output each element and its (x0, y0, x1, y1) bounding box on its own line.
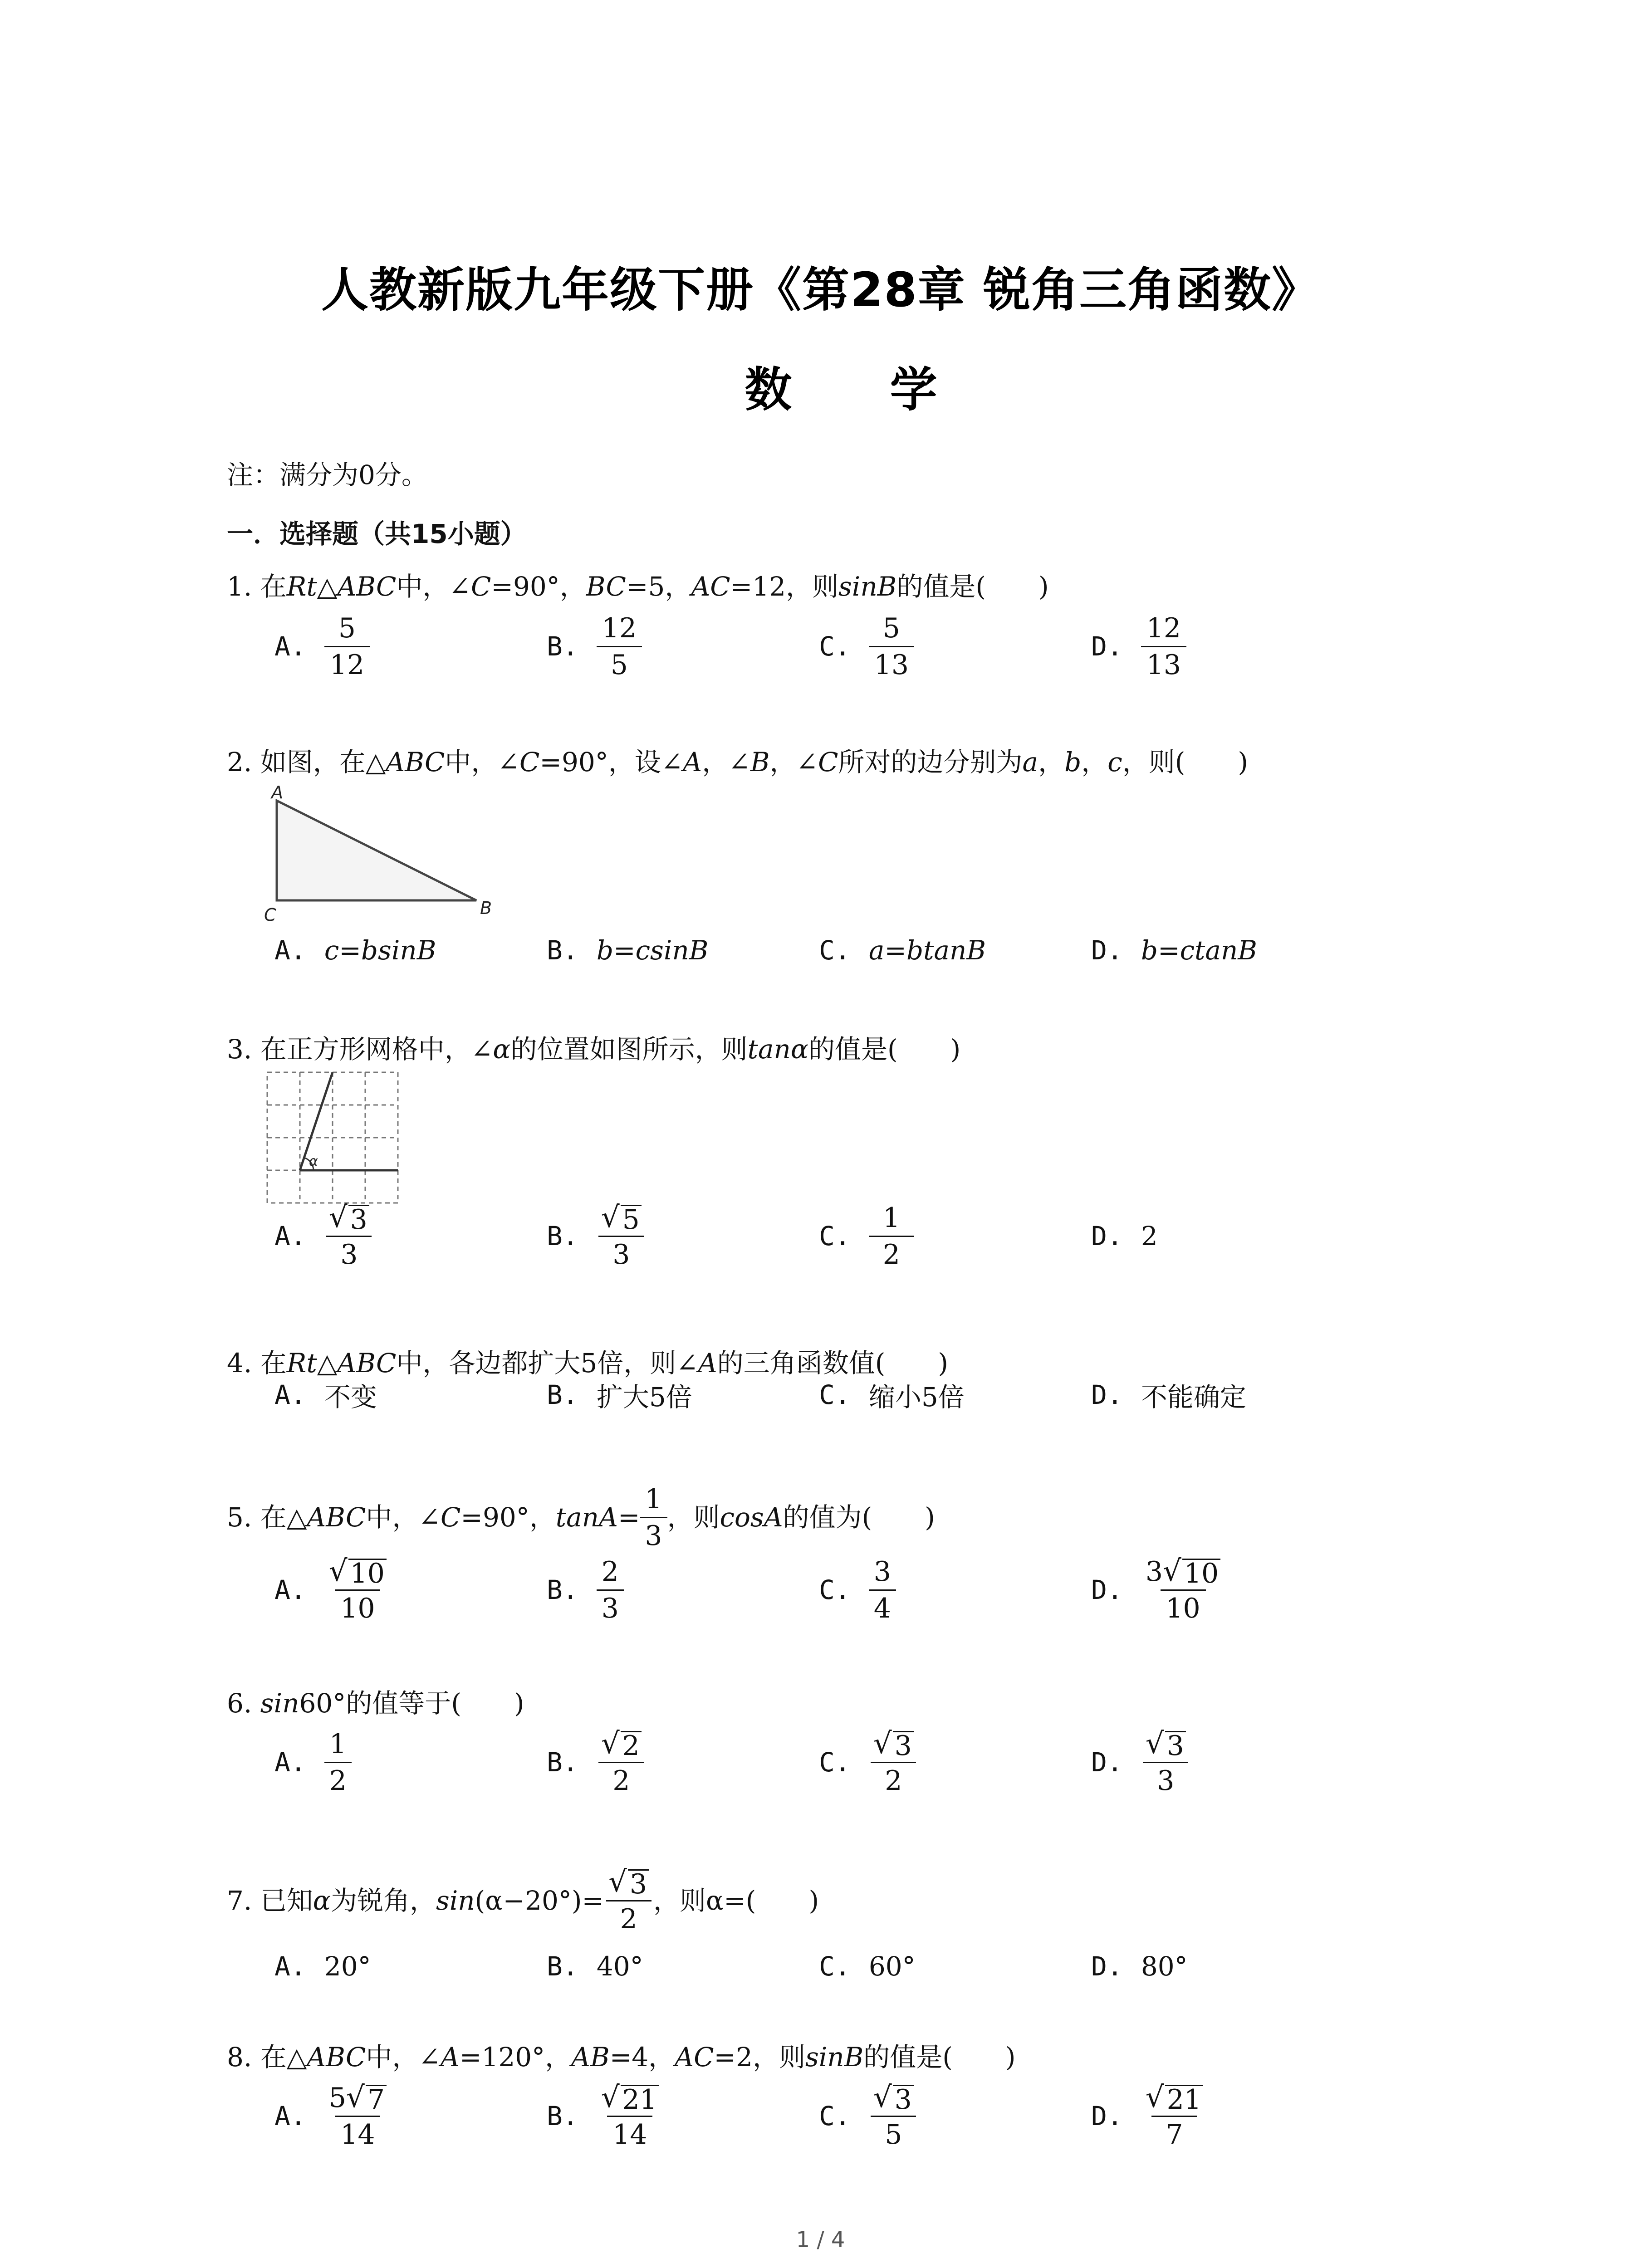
option-label: A. (274, 935, 306, 966)
vertex-label-a: A (271, 785, 283, 802)
option-label: A. (274, 631, 306, 662)
stem-text: = (617, 1502, 640, 1533)
question-1-options (274, 608, 1499, 685)
option-b[interactable] (547, 912, 708, 989)
fraction (869, 611, 914, 683)
option-c[interactable] (819, 2077, 918, 2155)
numerator: 1 (329, 1728, 347, 1760)
math-var: B (750, 747, 770, 777)
fraction (597, 1554, 624, 1626)
option-label: B. (547, 1379, 578, 1410)
option-b[interactable] (547, 1551, 624, 1628)
math-var: ABC (337, 1348, 397, 1378)
sqrt (601, 1728, 642, 1760)
stem-text: 60°的值等于( ) (299, 1688, 524, 1719)
denominator: 2 (871, 1762, 916, 1799)
page-number: 1 / 4 (796, 2227, 845, 2253)
document-title: 人教新版九年级下册《第28章 锐角三角函数》 (321, 262, 1320, 318)
denominator: 14 (335, 2116, 380, 2152)
numerator (324, 2080, 391, 2116)
math-var: a (1022, 747, 1038, 777)
sqrt (346, 2080, 387, 2116)
radicand: 7 (366, 2085, 387, 2113)
stem-text: 在 (260, 1348, 287, 1378)
option-label: D. (1091, 631, 1123, 662)
stem-text: 在 (260, 571, 287, 602)
denominator: 7 (1151, 2116, 1197, 2152)
question-4-options (274, 1370, 1499, 1420)
option-label: C. (819, 935, 851, 966)
stem-text: =4， (609, 2042, 675, 2072)
question-8-stem (227, 2032, 1016, 2082)
sqrt (873, 1728, 914, 1760)
denominator: 5 (871, 2116, 916, 2152)
stem-text: 的值是( ) (863, 2042, 1016, 2072)
option-c[interactable] (819, 1724, 918, 1801)
math-var: C (440, 1502, 461, 1533)
fraction (869, 1726, 918, 1799)
option-label: B. (547, 2101, 578, 2131)
radicand: 2 (621, 1731, 642, 1760)
denominator: 14 (607, 2116, 652, 2152)
option-a[interactable] (274, 608, 370, 685)
option-a[interactable] (274, 1724, 352, 1801)
stem-text: ， (1038, 747, 1065, 777)
option-b[interactable] (547, 1724, 646, 1801)
fraction (1141, 1726, 1190, 1799)
option-a[interactable] (274, 1198, 374, 1275)
stem-text: △ (317, 1348, 338, 1378)
radical-sign: √ (873, 1726, 892, 1760)
question-number: 5. (227, 1502, 252, 1533)
option-a[interactable] (274, 2077, 391, 2155)
numerator: 3 (873, 1555, 891, 1588)
option-text: 2 (1141, 1221, 1158, 1251)
option-b[interactable] (547, 1370, 692, 1420)
stem-text: 中，∠ (445, 747, 519, 777)
vertex-label-c: C (264, 905, 276, 925)
fraction (869, 1200, 914, 1272)
denominator: 3 (640, 1517, 667, 1554)
math-var: b (1064, 747, 1082, 777)
numerator (869, 2080, 918, 2116)
option-d[interactable] (1091, 1941, 1188, 1991)
sqrt (328, 1200, 369, 1236)
option-label: A. (274, 1379, 306, 1410)
question-5-stem (227, 1474, 935, 1560)
option-label: D. (1091, 935, 1123, 966)
question-8-options (274, 2077, 1499, 2155)
option-label: D. (1091, 1221, 1123, 1251)
option-text: 不变 (324, 1382, 377, 1413)
stem-text: 的值为( ) (783, 1502, 935, 1533)
math-var: C (470, 571, 491, 602)
denominator: 2 (869, 1236, 914, 1272)
stem-text: ，则 (667, 1502, 720, 1533)
option-label: D. (1091, 1951, 1123, 1982)
fraction (640, 1481, 667, 1554)
stem-text: 中，∠ (366, 2042, 441, 2072)
math-var: sin (260, 1688, 299, 1719)
radicand: 3 (628, 1869, 649, 1898)
stem-text: 的位置如图所示，则 (510, 1034, 748, 1065)
question-6-stem (227, 1678, 524, 1728)
question-3-options (274, 1198, 1499, 1275)
option-text: c=bsinB (324, 935, 436, 966)
math-var: Rt (286, 1348, 317, 1378)
math-var: α (313, 1885, 331, 1916)
fraction (597, 611, 642, 683)
math-var: c (1107, 747, 1122, 777)
option-text: 40° (596, 1951, 643, 1982)
math-var: ABC (307, 1502, 366, 1533)
fraction (324, 1200, 374, 1272)
sqrt (873, 2080, 914, 2116)
stem-text: 在正方形网格中，∠ (260, 1034, 493, 1065)
numerator: 2 (601, 1555, 619, 1588)
denominator: 13 (869, 646, 914, 683)
stem-text: 的值是( ) (896, 571, 1049, 602)
radical-sign: √ (1145, 1726, 1164, 1760)
sqrt (1163, 1555, 1220, 1587)
denominator: 3 (597, 1589, 624, 1626)
coefficient: 5 (328, 2082, 347, 2114)
question-number: 8. (227, 2042, 252, 2072)
stem-text: =5， (626, 571, 691, 602)
option-b[interactable] (547, 1941, 643, 1991)
option-label: C. (819, 1951, 851, 1982)
option-label: C. (819, 1379, 851, 1410)
option-label: B. (547, 1951, 578, 1982)
numerator: 12 (1146, 612, 1181, 644)
question-3-stem (227, 1024, 960, 1074)
numerator: 1 (645, 1483, 662, 1515)
stem-text: ，∠ (769, 747, 818, 777)
stem-text: (α−20°)= (475, 1885, 604, 1916)
stem-text: =90°， (491, 571, 586, 602)
math-var: tanα (747, 1034, 808, 1065)
math-var: sinB (805, 2042, 864, 2072)
option-d[interactable] (1091, 1370, 1246, 1420)
option-d[interactable] (1091, 2077, 1208, 2155)
denominator: 2 (598, 1762, 644, 1799)
question-6-options (274, 1724, 1499, 1801)
radicand: 21 (1165, 2085, 1203, 2113)
option-label: C. (819, 1221, 851, 1251)
stem-text: 如图，在△ (260, 747, 386, 777)
option-text: 不能确定 (1141, 1382, 1246, 1413)
question-2-stem (227, 737, 1248, 787)
fraction (1141, 1554, 1225, 1626)
denominator: 10 (335, 1589, 380, 1626)
question-7-options (274, 1941, 1499, 1991)
question-7-stem (227, 1857, 819, 1944)
denominator: 2 (606, 1900, 652, 1937)
option-c[interactable] (819, 1941, 916, 1991)
denominator: 4 (869, 1589, 896, 1626)
option-label: A. (274, 2101, 306, 2131)
radical-sign: √ (1145, 2080, 1164, 2114)
sqrt (601, 1200, 642, 1236)
radical-sign: √ (601, 2080, 620, 2114)
stem-text: =12，则 (730, 571, 839, 602)
option-c[interactable] (819, 608, 914, 685)
question-2-options (274, 912, 1499, 989)
denominator: 3 (598, 1236, 644, 1272)
stem-text: =90°， (460, 1502, 556, 1533)
option-text: 扩大5倍 (596, 1382, 692, 1413)
stem-text: 为锐角， (330, 1885, 436, 1916)
alpha-label: α (309, 1154, 318, 1169)
math-var: A (698, 1348, 717, 1378)
option-label: D. (1091, 2101, 1123, 2131)
option-label: A. (274, 1747, 306, 1778)
math-var: α (493, 1034, 511, 1065)
math-var: cosA (720, 1502, 783, 1533)
question-number: 2. (227, 747, 252, 777)
fraction (597, 1200, 646, 1272)
numerator: 12 (602, 612, 637, 644)
option-label: B. (547, 1574, 578, 1605)
radicand: 10 (348, 1559, 387, 1587)
math-var: AB (571, 2042, 610, 2072)
numerator (1141, 1554, 1225, 1589)
stem-text: 在△ (260, 2042, 307, 2072)
square-grid-figure (265, 1070, 402, 1207)
question-5-options (274, 1551, 1499, 1628)
fraction (1141, 611, 1186, 683)
option-b[interactable] (547, 2077, 663, 2155)
fraction (324, 1726, 352, 1799)
fraction (597, 2080, 663, 2152)
option-b[interactable] (547, 608, 642, 685)
math-var: sin (436, 1885, 475, 1916)
option-text: 80° (1141, 1951, 1188, 1982)
option-d[interactable] (1091, 1198, 1158, 1275)
right-triangle-figure (259, 785, 504, 925)
fraction (324, 1554, 391, 1626)
fraction (324, 611, 370, 683)
document-subtitle: 数 学 (745, 362, 978, 417)
option-a[interactable] (274, 1551, 391, 1628)
option-label: D. (1091, 1574, 1123, 1605)
stem-text: △ (317, 571, 338, 602)
stem-text: 所对的边分别为 (838, 747, 1023, 777)
section-heading: 一．选择题（共15小题） (227, 518, 527, 549)
math-var: sinB (838, 571, 897, 602)
option-text: b=csinB (596, 935, 709, 966)
fraction (1141, 2080, 1208, 2152)
stem-text: ，∠ (702, 747, 750, 777)
denominator: 3 (326, 1236, 372, 1272)
numerator (604, 1865, 653, 1900)
fraction (604, 1865, 653, 1937)
denominator: 2 (324, 1762, 352, 1799)
sqrt (601, 2080, 659, 2116)
option-text: 60° (868, 1951, 916, 1982)
sqrt (329, 1555, 387, 1587)
radical-sign: √ (608, 1865, 627, 1899)
stem-text: 在△ (260, 1502, 307, 1533)
radicand: 3 (348, 1205, 369, 1233)
option-label: B. (547, 631, 578, 662)
fraction (869, 1554, 896, 1626)
triangle-abc (277, 801, 476, 900)
radical-sign: √ (601, 1200, 620, 1234)
option-label: B. (547, 1747, 578, 1778)
radicand: 3 (893, 1731, 914, 1760)
numerator (324, 1554, 391, 1589)
option-label: C. (819, 1574, 851, 1605)
stem-text: 中，各边都扩大5倍，则∠ (396, 1348, 698, 1378)
option-text: b=ctanB (1141, 935, 1257, 966)
radicand: 3 (893, 2085, 914, 2113)
math-var: C (519, 747, 540, 777)
fraction (597, 1726, 646, 1799)
stem-text: ， (1081, 747, 1108, 777)
math-var: A (440, 2042, 460, 2072)
option-label: A. (274, 1221, 306, 1251)
numerator (869, 1726, 918, 1762)
denominator: 10 (1161, 1589, 1206, 1626)
radical-sign: √ (328, 1554, 348, 1588)
option-text: 缩小5倍 (868, 1382, 965, 1413)
option-a[interactable] (274, 912, 436, 989)
stem-text: =2，则 (714, 2042, 805, 2072)
math-var: BC (586, 571, 626, 602)
grid-lines (267, 1072, 398, 1203)
option-label: D. (1091, 1747, 1123, 1778)
option-c[interactable] (819, 1198, 914, 1275)
math-var: AC (675, 2042, 714, 2072)
math-var: Rt (286, 571, 317, 602)
numerator (1141, 2080, 1208, 2116)
radicand: 5 (621, 1205, 642, 1233)
sqrt (1146, 1728, 1186, 1760)
score-note: 注：满分为0分。 (227, 459, 428, 490)
radical-sign: √ (873, 2080, 892, 2114)
math-var: ABC (386, 747, 445, 777)
option-b[interactable] (547, 1198, 646, 1275)
numerator: 1 (882, 1202, 900, 1234)
stem-text: 中，∠ (366, 1502, 441, 1533)
option-d[interactable] (1091, 1551, 1225, 1628)
denominator: 3 (1143, 1762, 1188, 1799)
option-a[interactable] (274, 1941, 371, 1991)
stem-text: ，则α=( ) (653, 1885, 819, 1916)
option-label: C. (819, 2101, 851, 2131)
option-label: A. (274, 1951, 306, 1982)
math-var: A (683, 747, 702, 777)
stem-text: =90°，设∠ (539, 747, 683, 777)
fraction (869, 2080, 918, 2152)
option-d[interactable] (1091, 912, 1257, 989)
radical-sign: √ (1163, 1554, 1181, 1588)
denominator: 5 (597, 646, 642, 683)
option-label: B. (547, 935, 578, 966)
option-c[interactable] (819, 912, 986, 989)
option-label: C. (819, 631, 851, 662)
numerator: 5 (338, 612, 356, 644)
sqrt (1145, 2080, 1203, 2116)
option-d[interactable] (1091, 1724, 1190, 1801)
numerator (597, 2080, 663, 2116)
sqrt (608, 1866, 649, 1898)
question-number: 6. (227, 1688, 252, 1719)
radical-sign: √ (601, 1726, 620, 1760)
coefficient: 3 (1145, 1555, 1163, 1588)
stem-text: 的值是( ) (808, 1034, 961, 1065)
option-a[interactable] (274, 1370, 377, 1420)
numerator (1141, 1726, 1190, 1762)
radical-sign: √ (328, 1200, 348, 1234)
question-number: 7. (227, 1885, 252, 1916)
stem-text: ，则( ) (1122, 747, 1249, 777)
math-var: C (818, 747, 838, 777)
radicand: 3 (1165, 1731, 1186, 1760)
question-number: 4. (227, 1348, 252, 1378)
numerator: 5 (882, 612, 900, 644)
radicand: 10 (1182, 1559, 1220, 1587)
stem-text: =120°， (459, 2042, 572, 2072)
option-label: A. (274, 1574, 306, 1605)
question-1-stem (227, 562, 1049, 611)
option-text: a=btanB (868, 935, 986, 966)
math-var: ABC (307, 2042, 366, 2072)
numerator (597, 1726, 646, 1762)
option-label: B. (547, 1221, 578, 1251)
stem-text: 已知 (260, 1885, 313, 1916)
math-var: ABC (337, 571, 397, 602)
fraction (324, 2080, 391, 2152)
question-number: 1. (227, 571, 252, 602)
radical-sign: √ (346, 2080, 365, 2114)
option-c[interactable] (819, 1551, 896, 1628)
option-d[interactable] (1091, 608, 1186, 685)
option-text: 20° (324, 1951, 371, 1982)
numerator (324, 1200, 374, 1236)
denominator: 12 (324, 646, 370, 683)
question-number: 3. (227, 1034, 252, 1065)
option-label: D. (1091, 1379, 1123, 1410)
radicand: 21 (621, 2085, 659, 2113)
denominator: 13 (1141, 646, 1186, 683)
option-c[interactable] (819, 1370, 965, 1420)
stem-text: 的三角函数值( ) (717, 1348, 949, 1378)
numerator (597, 1200, 646, 1236)
vertex-label-b: B (480, 898, 492, 918)
math-var: AC (691, 571, 730, 602)
option-label: C. (819, 1747, 851, 1778)
stem-text: 中，∠ (396, 571, 471, 602)
math-var: tanA (555, 1502, 618, 1533)
